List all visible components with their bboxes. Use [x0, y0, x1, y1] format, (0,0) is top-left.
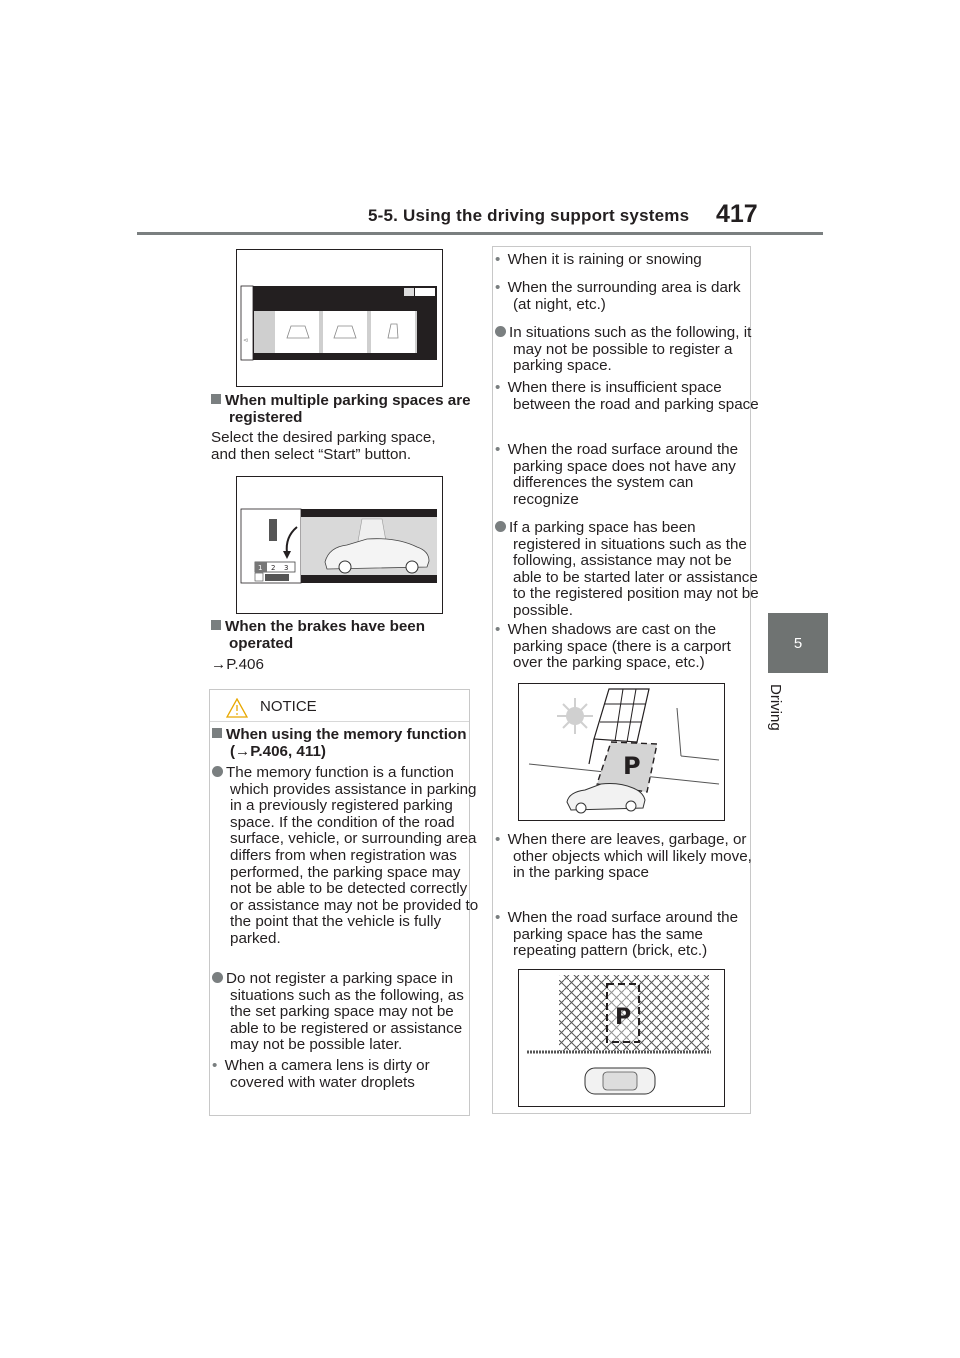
slot-label-2: 2: [271, 564, 276, 572]
slot-label-1: 1: [258, 564, 263, 572]
svg-text:⊲: ⊲: [243, 337, 249, 344]
item-shadows: • When shadows are cast on the parking space (there is a carport over the parking space, etc.): [495, 621, 731, 672]
notice-divider: [210, 721, 469, 722]
brick-pattern-illustration: [519, 970, 724, 1106]
notice-paragraph-2: Do not register a parking space in situations such as the following, as the set parking space may not be able to be registered or assistance may not be possible later.: [212, 971, 480, 1054]
brakes-reference: →P.406: [211, 656, 264, 673]
circle-bullet-icon: [212, 972, 223, 983]
circle-bullet-icon: [212, 766, 223, 777]
figure-select-space: [236, 476, 443, 614]
square-bullet-icon: [211, 394, 221, 404]
figure-brick-pattern: [518, 969, 725, 1107]
parking-p-label: P: [615, 1005, 632, 1030]
notice-box: [209, 689, 479, 1116]
select-space-illustration: [237, 477, 442, 613]
car-icon: [585, 1068, 655, 1094]
parking-p-label: P: [623, 752, 641, 780]
sun-icon: [557, 698, 593, 734]
shadow-carport-illustration: [519, 684, 724, 820]
notice-continued-box: [492, 246, 759, 1114]
item-repeating-pattern: • When the road surface around the parking space has the same repeating pattern (brick, etc.): [495, 909, 739, 960]
slot-label-3: 3: [284, 564, 289, 572]
notice-heading: When using the memory function (→P.406, 411): [212, 727, 480, 760]
paragraph-cannot-register: In situations such as the following, it may not be possible to register a parking space.: [495, 325, 759, 375]
item-insufficient-space: • When there is insufficient space between the road and parking space: [495, 379, 759, 413]
notice-title: NOTICE: [260, 698, 317, 715]
item-leaves: • When there are leaves, garbage, or other objects which will likely move, in the parking space: [495, 831, 752, 882]
square-bullet-icon: [211, 620, 221, 630]
item-rain: • When it is raining or snowing: [495, 251, 702, 268]
multiple-spaces-illustration: [237, 250, 442, 386]
car-icon: [567, 784, 645, 814]
multiple-spaces-heading: When multiple parking spaces are registered: [211, 393, 479, 426]
page-number: 417: [716, 200, 758, 228]
notice-item-camera: • When a camera lens is dirty or covered with water droplets: [212, 1057, 430, 1091]
section-title: 5-5. Using the driving support systems: [368, 206, 690, 225]
item-road-surface: • When the road surface around the parking space does not have any differences the system can recognize: [495, 441, 739, 508]
circle-bullet-icon: [495, 326, 506, 337]
header-divider: [137, 232, 823, 235]
brakes-heading: When the brakes have been operated: [211, 619, 479, 652]
multiple-spaces-text: Select the desired parking space, and then select “Start” button.: [211, 429, 436, 463]
notice-paragraph-1: The memory function is a function which provides assistance in parking in a previously registered parking space. If the condition of the road surface, vehicle, or surrounding area differs from when registration was performed, the parking space may not be able to be detected correctly or assistance may not be provided to the point that the vehicle is fully parked.: [212, 765, 480, 948]
circle-bullet-icon: [495, 521, 506, 532]
chapter-name: Driving: [767, 684, 784, 731]
figure-multiple-spaces: [236, 249, 443, 387]
figure-shadow-carport: [518, 683, 725, 821]
paragraph-registered: If a parking space has been registered in situations such as the following, assistance may not be able to be started later or assistance to the registered position may not be possible.: [495, 520, 759, 620]
square-bullet-icon: [212, 728, 222, 738]
notice-header: [210, 690, 469, 721]
warning-triangle-icon: [226, 698, 248, 718]
chapter-tab: 5: [768, 613, 828, 673]
item-dark: • When the surrounding area is dark (at night, etc.): [495, 279, 741, 313]
